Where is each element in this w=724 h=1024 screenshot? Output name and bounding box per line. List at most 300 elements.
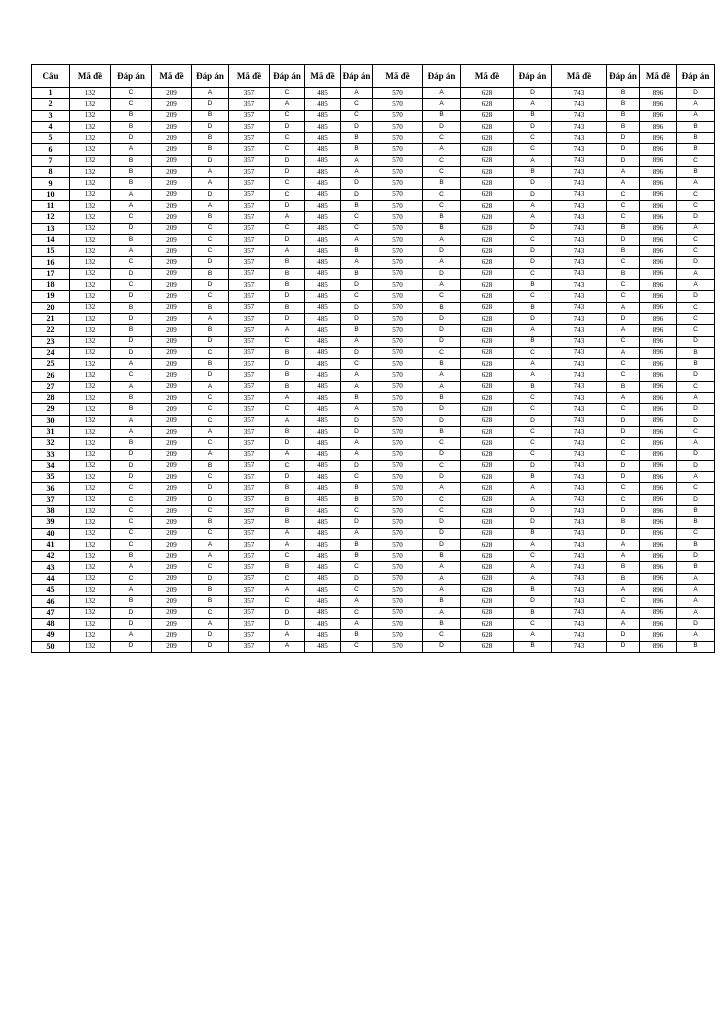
answer-cell: C — [111, 505, 152, 516]
answer-cell: C — [192, 234, 229, 245]
answer-cell: C — [607, 336, 640, 347]
answer-cell: D — [192, 257, 229, 268]
exam-code-cell: 209 — [152, 347, 192, 358]
exam-code-cell: 743 — [552, 630, 607, 641]
answer-cell: D — [111, 607, 152, 618]
answer-cell: D — [514, 257, 552, 268]
answer-cell: C — [341, 562, 373, 573]
exam-code-cell: 132 — [70, 472, 111, 483]
answer-cell: B — [192, 268, 229, 279]
answer-cell: B — [607, 562, 640, 573]
answer-cell: C — [514, 551, 552, 562]
answer-cell: D — [423, 539, 461, 550]
table-row — [32, 291, 715, 302]
answer-cell: D — [111, 313, 152, 324]
exam-code-cell: 132 — [70, 517, 111, 528]
answer-cell: C — [677, 381, 715, 392]
exam-code-cell: 743 — [552, 438, 607, 449]
answer-cell: D — [192, 189, 229, 200]
exam-code-cell: 209 — [152, 144, 192, 155]
table-row — [32, 449, 715, 460]
exam-code-cell: 896 — [640, 336, 677, 347]
exam-code-cell: 628 — [461, 234, 514, 245]
exam-code-cell: 743 — [552, 178, 607, 189]
column-header-exam-code: Mã đề — [152, 65, 192, 88]
answer-cell: A — [677, 585, 715, 596]
answer-cell: A — [677, 607, 715, 618]
answer-cell: C — [514, 144, 552, 155]
answer-cell: D — [270, 618, 305, 629]
question-number-cell: 25 — [32, 359, 70, 370]
exam-code-cell: 209 — [152, 551, 192, 562]
answer-cell: D — [192, 280, 229, 291]
answer-cell: A — [607, 347, 640, 358]
answer-cell: C — [341, 223, 373, 234]
answer-cell: D — [270, 121, 305, 132]
exam-code-cell: 485 — [305, 460, 341, 471]
exam-code-cell: 209 — [152, 460, 192, 471]
answer-cell: D — [111, 223, 152, 234]
exam-code-cell: 628 — [461, 336, 514, 347]
answer-cell: C — [111, 370, 152, 381]
answer-cell: C — [341, 472, 373, 483]
exam-code-cell: 896 — [640, 539, 677, 550]
exam-code-cell: 743 — [552, 585, 607, 596]
answer-cell: C — [270, 223, 305, 234]
exam-code-cell: 570 — [373, 585, 423, 596]
exam-code-cell: 485 — [305, 426, 341, 437]
exam-code-cell: 896 — [640, 200, 677, 211]
exam-code-cell: 570 — [373, 359, 423, 370]
exam-code-cell: 485 — [305, 596, 341, 607]
answer-cell: B — [111, 596, 152, 607]
question-number-cell: 45 — [32, 585, 70, 596]
answer-cell: D — [607, 641, 640, 652]
answer-cell: B — [423, 426, 461, 437]
exam-code-cell: 628 — [461, 415, 514, 426]
exam-code-cell: 743 — [552, 596, 607, 607]
exam-code-cell: 485 — [305, 313, 341, 324]
question-number-cell: 20 — [32, 302, 70, 313]
exam-code-cell: 132 — [70, 562, 111, 573]
answer-cell: B — [423, 618, 461, 629]
answer-cell: A — [341, 618, 373, 629]
exam-code-cell: 896 — [640, 268, 677, 279]
exam-code-cell: 570 — [373, 302, 423, 313]
answer-cell: D — [270, 200, 305, 211]
answer-cell: C — [423, 167, 461, 178]
answer-cell: B — [677, 517, 715, 528]
answer-cell: A — [111, 144, 152, 155]
table-row — [32, 325, 715, 336]
exam-code-cell: 628 — [461, 291, 514, 302]
answer-cell: D — [514, 88, 552, 99]
answer-cell: B — [341, 246, 373, 257]
answer-cell: D — [607, 528, 640, 539]
answer-cell: C — [423, 189, 461, 200]
exam-code-cell: 896 — [640, 359, 677, 370]
question-number-cell: 38 — [32, 505, 70, 516]
exam-code-cell: 896 — [640, 585, 677, 596]
exam-code-cell: 570 — [373, 438, 423, 449]
exam-code-cell: 570 — [373, 483, 423, 494]
answer-cell: D — [607, 313, 640, 324]
answer-cell: A — [677, 178, 715, 189]
exam-code-cell: 132 — [70, 313, 111, 324]
answer-cell: B — [111, 155, 152, 166]
answer-cell: A — [341, 370, 373, 381]
answer-cell: C — [607, 438, 640, 449]
exam-code-cell: 209 — [152, 438, 192, 449]
answer-cell: C — [607, 404, 640, 415]
exam-code-cell: 485 — [305, 99, 341, 110]
exam-code-cell: 357 — [229, 347, 270, 358]
answer-cell: D — [423, 528, 461, 539]
answer-cell: B — [423, 596, 461, 607]
exam-code-cell: 570 — [373, 370, 423, 381]
answer-cell: A — [341, 234, 373, 245]
answer-cell: C — [192, 223, 229, 234]
answer-cell: B — [677, 641, 715, 652]
exam-code-cell: 628 — [461, 472, 514, 483]
answer-cell: A — [192, 449, 229, 460]
answer-cell: B — [677, 144, 715, 155]
exam-code-cell: 132 — [70, 99, 111, 110]
answer-cell: A — [341, 404, 373, 415]
exam-code-cell: 743 — [552, 460, 607, 471]
answer-cell: B — [423, 393, 461, 404]
exam-code-cell: 628 — [461, 155, 514, 166]
exam-code-cell: 896 — [640, 449, 677, 460]
answer-cell: B — [270, 257, 305, 268]
answer-cell: C — [192, 505, 229, 516]
answer-cell: C — [270, 178, 305, 189]
exam-code-cell: 896 — [640, 144, 677, 155]
exam-code-cell: 570 — [373, 426, 423, 437]
answer-cell: D — [607, 426, 640, 437]
exam-code-cell: 485 — [305, 223, 341, 234]
answer-cell: C — [514, 268, 552, 279]
exam-code-cell: 570 — [373, 167, 423, 178]
answer-cell: D — [677, 212, 715, 223]
answer-cell: B — [677, 359, 715, 370]
answer-cell: A — [514, 325, 552, 336]
exam-code-cell: 896 — [640, 291, 677, 302]
answer-cell: C — [192, 291, 229, 302]
answer-cell: C — [677, 246, 715, 257]
exam-code-cell: 357 — [229, 641, 270, 652]
answer-cell: D — [423, 404, 461, 415]
exam-code-cell: 357 — [229, 144, 270, 155]
answer-cell: B — [270, 370, 305, 381]
answer-cell: A — [270, 630, 305, 641]
exam-code-cell: 628 — [461, 121, 514, 132]
answer-cell: D — [607, 133, 640, 144]
exam-code-cell: 570 — [373, 110, 423, 121]
answer-cell: D — [514, 178, 552, 189]
answer-cell: B — [514, 302, 552, 313]
answer-cell: A — [270, 99, 305, 110]
answer-cell: C — [423, 291, 461, 302]
exam-code-cell: 743 — [552, 167, 607, 178]
exam-code-cell: 357 — [229, 460, 270, 471]
answer-cell: C — [514, 449, 552, 460]
exam-code-cell: 896 — [640, 393, 677, 404]
exam-code-cell: 132 — [70, 449, 111, 460]
exam-code-cell: 896 — [640, 347, 677, 358]
exam-code-cell: 628 — [461, 562, 514, 573]
exam-code-cell: 743 — [552, 528, 607, 539]
exam-code-cell: 209 — [152, 562, 192, 573]
answer-cell: A — [677, 596, 715, 607]
exam-code-cell: 132 — [70, 234, 111, 245]
answer-cell: C — [192, 404, 229, 415]
exam-code-cell: 209 — [152, 110, 192, 121]
exam-code-cell: 570 — [373, 133, 423, 144]
table-row — [32, 528, 715, 539]
exam-code-cell: 209 — [152, 539, 192, 550]
exam-code-cell: 209 — [152, 291, 192, 302]
answer-cell: C — [341, 291, 373, 302]
answer-cell: B — [111, 438, 152, 449]
answer-cell: B — [111, 325, 152, 336]
exam-code-cell: 485 — [305, 234, 341, 245]
exam-code-cell: 357 — [229, 449, 270, 460]
answer-cell: B — [270, 268, 305, 279]
answer-cell: A — [677, 573, 715, 584]
column-header-exam-code: Mã đề — [461, 65, 514, 88]
exam-code-cell: 896 — [640, 494, 677, 505]
exam-code-cell: 485 — [305, 178, 341, 189]
table-row — [32, 438, 715, 449]
answer-cell: A — [341, 88, 373, 99]
exam-code-cell: 357 — [229, 393, 270, 404]
answer-cell: C — [514, 404, 552, 415]
answer-cell: D — [677, 494, 715, 505]
exam-code-cell: 485 — [305, 505, 341, 516]
column-header-exam-code: Mã đề — [552, 65, 607, 88]
table-row — [32, 573, 715, 584]
answer-cell: C — [341, 110, 373, 121]
exam-code-cell: 743 — [552, 393, 607, 404]
answer-cell: A — [514, 539, 552, 550]
column-header-question: Câu — [32, 65, 70, 88]
exam-code-cell: 570 — [373, 415, 423, 426]
answer-cell: A — [111, 426, 152, 437]
exam-code-cell: 357 — [229, 596, 270, 607]
question-number-cell: 28 — [32, 393, 70, 404]
table-row — [32, 460, 715, 471]
answer-cell: A — [514, 200, 552, 211]
question-number-cell: 26 — [32, 370, 70, 381]
exam-code-cell: 132 — [70, 347, 111, 358]
answer-cell: D — [677, 336, 715, 347]
answer-cell: A — [423, 88, 461, 99]
answer-cell: B — [341, 494, 373, 505]
exam-code-cell: 209 — [152, 393, 192, 404]
exam-code-cell: 132 — [70, 121, 111, 132]
answer-cell: D — [111, 347, 152, 358]
exam-code-cell: 209 — [152, 212, 192, 223]
answer-cell: B — [423, 302, 461, 313]
question-number-cell: 47 — [32, 607, 70, 618]
exam-code-cell: 357 — [229, 212, 270, 223]
answer-cell: B — [111, 167, 152, 178]
question-number-cell: 4 — [32, 121, 70, 132]
answer-cell: C — [111, 257, 152, 268]
table-row — [32, 630, 715, 641]
exam-code-cell: 485 — [305, 607, 341, 618]
exam-code-cell: 628 — [461, 460, 514, 471]
answer-cell: D — [607, 415, 640, 426]
exam-code-cell: 570 — [373, 121, 423, 132]
answer-cell: C — [270, 144, 305, 155]
table-row — [32, 370, 715, 381]
answer-cell: A — [607, 585, 640, 596]
exam-code-cell: 628 — [461, 573, 514, 584]
exam-code-cell: 357 — [229, 110, 270, 121]
exam-code-cell: 357 — [229, 618, 270, 629]
answer-cell: B — [111, 302, 152, 313]
answer-cell: C — [270, 551, 305, 562]
exam-code-cell: 628 — [461, 167, 514, 178]
exam-code-cell: 209 — [152, 449, 192, 460]
answer-cell: A — [677, 438, 715, 449]
answer-cell: B — [677, 539, 715, 550]
exam-code-cell: 628 — [461, 99, 514, 110]
exam-code-cell: 132 — [70, 528, 111, 539]
exam-code-cell: 896 — [640, 99, 677, 110]
answer-cell: A — [607, 551, 640, 562]
exam-code-cell: 743 — [552, 234, 607, 245]
question-number-cell: 6 — [32, 144, 70, 155]
exam-code-cell: 357 — [229, 381, 270, 392]
table-row — [32, 280, 715, 291]
exam-code-cell: 132 — [70, 585, 111, 596]
exam-code-cell: 896 — [640, 528, 677, 539]
exam-code-cell: 132 — [70, 393, 111, 404]
exam-code-cell: 628 — [461, 223, 514, 234]
exam-code-cell: 896 — [640, 280, 677, 291]
exam-code-cell: 743 — [552, 313, 607, 324]
exam-code-cell: 570 — [373, 607, 423, 618]
answer-cell: B — [111, 110, 152, 121]
answer-cell: C — [341, 359, 373, 370]
answer-cell: D — [192, 630, 229, 641]
answer-cell: C — [607, 449, 640, 460]
answer-cell: B — [514, 607, 552, 618]
table-row — [32, 596, 715, 607]
question-number-cell: 2 — [32, 99, 70, 110]
exam-code-cell: 209 — [152, 257, 192, 268]
exam-code-cell: 570 — [373, 381, 423, 392]
answer-cell: C — [111, 573, 152, 584]
exam-code-cell: 132 — [70, 415, 111, 426]
answer-cell: C — [677, 189, 715, 200]
table-row — [32, 144, 715, 155]
question-number-cell: 37 — [32, 494, 70, 505]
answer-cell: A — [341, 596, 373, 607]
question-number-cell: 27 — [32, 381, 70, 392]
exam-code-cell: 209 — [152, 302, 192, 313]
exam-code-cell: 485 — [305, 472, 341, 483]
exam-code-cell: 209 — [152, 415, 192, 426]
answer-cell: B — [111, 551, 152, 562]
answer-cell: B — [677, 167, 715, 178]
exam-code-cell: 896 — [640, 505, 677, 516]
exam-code-cell: 570 — [373, 313, 423, 324]
answer-cell: B — [514, 381, 552, 392]
table-row — [32, 393, 715, 404]
table-row — [32, 641, 715, 652]
answer-cell: A — [677, 99, 715, 110]
answer-cell: A — [677, 280, 715, 291]
exam-code-cell: 485 — [305, 641, 341, 652]
exam-code-cell: 743 — [552, 641, 607, 652]
answer-cell: C — [270, 189, 305, 200]
answer-cell: D — [514, 223, 552, 234]
answer-cell: D — [192, 641, 229, 652]
answer-cell: C — [341, 212, 373, 223]
exam-code-cell: 628 — [461, 426, 514, 437]
column-header-exam-code: Mã đề — [373, 65, 423, 88]
table-row — [32, 200, 715, 211]
answer-cell: C — [607, 280, 640, 291]
answer-cell: C — [192, 438, 229, 449]
exam-code-cell: 209 — [152, 178, 192, 189]
exam-code-cell: 896 — [640, 257, 677, 268]
answer-cell: C — [270, 573, 305, 584]
answer-cell: A — [514, 155, 552, 166]
answer-cell: A — [270, 325, 305, 336]
exam-code-cell: 132 — [70, 359, 111, 370]
answer-cell: C — [677, 483, 715, 494]
exam-code-cell: 485 — [305, 494, 341, 505]
exam-code-cell: 628 — [461, 381, 514, 392]
exam-code-cell: 570 — [373, 347, 423, 358]
answer-cell: C — [607, 212, 640, 223]
exam-code-cell: 485 — [305, 167, 341, 178]
exam-code-cell: 357 — [229, 302, 270, 313]
table-row — [32, 313, 715, 324]
answer-cell: C — [514, 618, 552, 629]
answer-cell: A — [423, 562, 461, 573]
answer-cell: A — [677, 393, 715, 404]
answer-cell: B — [341, 483, 373, 494]
exam-code-cell: 628 — [461, 630, 514, 641]
exam-code-cell: 570 — [373, 99, 423, 110]
exam-code-cell: 132 — [70, 607, 111, 618]
answer-cell: B — [192, 212, 229, 223]
answer-cell: C — [423, 200, 461, 211]
answer-cell: C — [423, 155, 461, 166]
table-row — [32, 347, 715, 358]
answer-cell: C — [192, 415, 229, 426]
answer-cell: B — [111, 234, 152, 245]
exam-code-cell: 743 — [552, 280, 607, 291]
answer-cell: A — [192, 539, 229, 550]
exam-code-cell: 357 — [229, 291, 270, 302]
exam-code-cell: 628 — [461, 200, 514, 211]
answer-cell: D — [111, 641, 152, 652]
exam-code-cell: 628 — [461, 88, 514, 99]
exam-code-cell: 485 — [305, 347, 341, 358]
answer-cell: C — [607, 257, 640, 268]
exam-code-cell: 209 — [152, 404, 192, 415]
table-body — [32, 88, 715, 653]
exam-code-cell: 209 — [152, 528, 192, 539]
answer-cell: C — [423, 133, 461, 144]
